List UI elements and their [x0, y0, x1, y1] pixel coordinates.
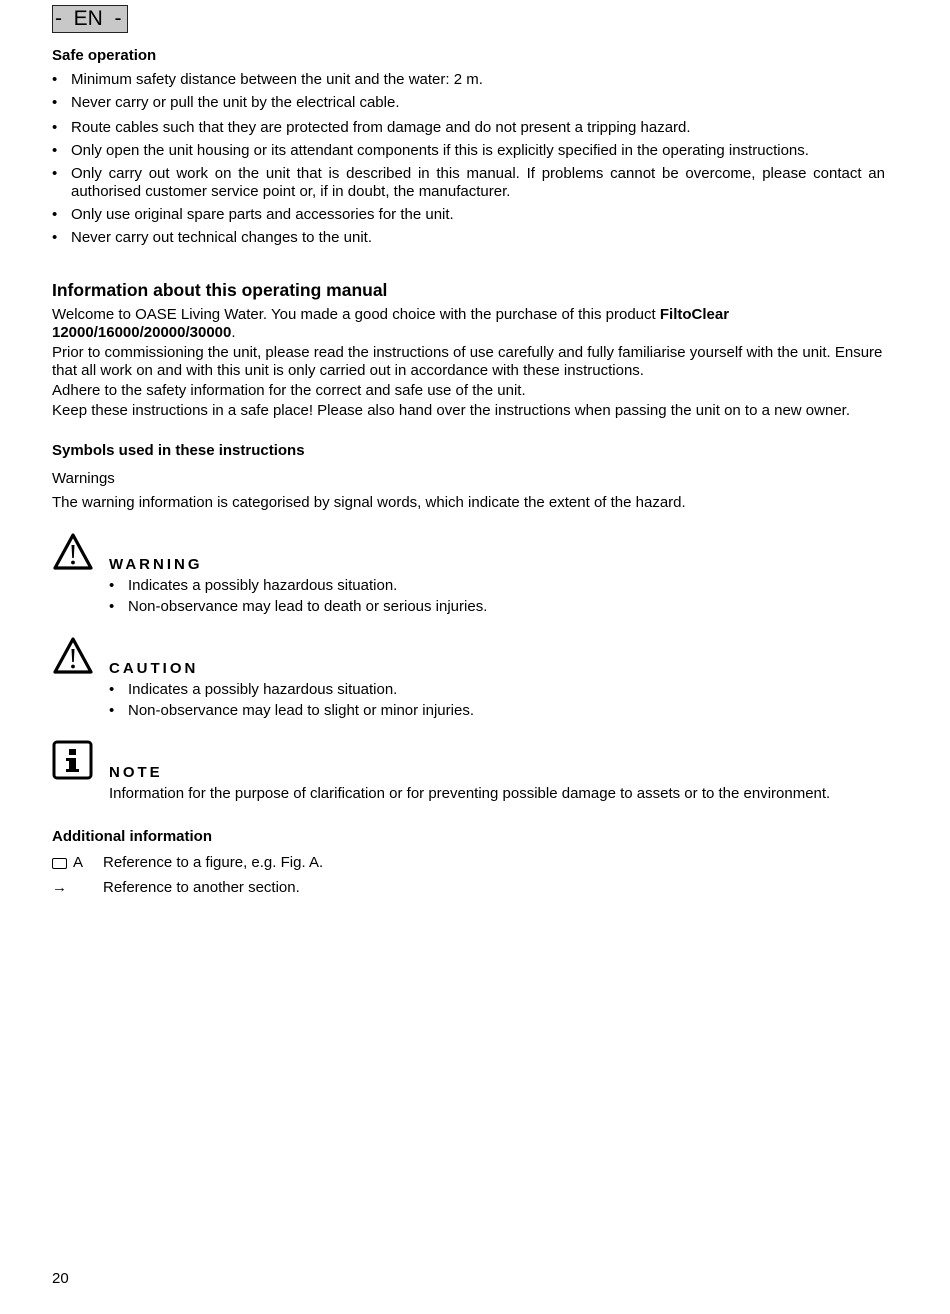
info-manual-heading: Information about this operating manual — [52, 280, 388, 300]
warnings-intro: The warning information is categorised by signal words, which indicate the extent of the hazard. — [52, 494, 686, 511]
product-name: FiltoClear 12000/16000/20000/30000 — [52, 306, 730, 341]
document-page — [52, 5, 885, 904]
warning-signal-word: WARNING — [109, 556, 203, 573]
list-item: • Indicates a possibly hazardous situation. — [109, 681, 885, 699]
figure-reference-symbol — [52, 854, 103, 872]
symbols-heading: Symbols used in these instructions — [52, 442, 305, 459]
safe-operation-heading: Safe operation — [52, 47, 157, 64]
note-text: Information for the purpose of clarification or for preventing possible damage to assets or to the environment. — [109, 785, 831, 802]
adhere-paragraph: Adhere to the safety information for the correct and safe use of the unit. — [52, 382, 526, 399]
list-item: • Indicates a possibly hazardous situation. — [109, 577, 885, 595]
figure-reference-text: Reference to a figure, e.g. Fig. A. — [103, 854, 324, 871]
figure-letter: A — [73, 854, 84, 871]
caution-content — [109, 660, 885, 723]
list-item: • Only carry out work on the unit that is described in this manual. If problems cannot be overcome, please contact an authorised customer service point or, if in doubt, the manufacturer. — [52, 165, 885, 201]
list-item: • Never carry out technical changes to the unit. — [52, 229, 885, 247]
note-content — [109, 764, 885, 803]
welcome-paragraph — [52, 306, 885, 342]
warning-block — [52, 532, 885, 627]
list-item: • Minimum safety distance between the unit and the water: 2 m. — [52, 71, 885, 89]
list-item: • Only use original spare parts and accessories for the unit. — [52, 206, 885, 224]
info-icon — [52, 740, 94, 780]
warning-list — [109, 577, 885, 616]
caution-list — [109, 681, 885, 720]
lang-tab-dash-left: - — [55, 7, 62, 30]
figure-reference-row — [52, 854, 885, 872]
figure-frame-icon — [52, 858, 67, 869]
caution-signal-word: CAUTION — [109, 660, 199, 677]
section-reference-text: Reference to another section. — [103, 879, 300, 896]
section-reference-row — [52, 879, 885, 897]
lang-tab-dash-right: - — [114, 7, 122, 30]
list-item: • Only open the unit housing or its attendant components if this is explicitly specified in the operating instructions. — [52, 142, 885, 160]
lang-code: EN — [73, 7, 103, 30]
keep-paragraph: Keep these instructions in a safe place! Please also hand over the instructions when passing the unit on to a new owner. — [52, 402, 850, 419]
welcome-text: Welcome to OASE Living Water. You made a good choice with the purchase of this product — [52, 306, 660, 323]
list-item: • Non-observance may lead to slight or minor injuries. — [109, 702, 885, 720]
warning-content — [109, 556, 885, 619]
list-item: • Route cables such that they are protected from damage and do not present a tripping hazard. — [52, 119, 885, 137]
page-number: 20 — [52, 1270, 69, 1287]
language-tab — [52, 5, 128, 33]
section-reference-symbol — [52, 879, 103, 897]
warning-triangle-icon — [52, 636, 94, 676]
warnings-heading: Warnings — [52, 470, 115, 487]
safe-operation-list — [52, 71, 885, 247]
list-item: • Non-observance may lead to death or serious injuries. — [109, 598, 885, 616]
caution-block — [52, 636, 885, 731]
additional-info-heading: Additional information — [52, 828, 212, 845]
arrow-right-icon: → — [52, 879, 67, 896]
warning-triangle-icon — [52, 532, 94, 572]
note-block — [52, 740, 885, 808]
welcome-end: . — [231, 324, 236, 341]
commissioning-paragraph: Prior to commissioning the unit, please read the instructions of use carefully and fully familiarise yourself with the unit. Ensure that all work on and with this unit is only carried out in accordance with these instructions. — [52, 344, 883, 379]
note-signal-word: NOTE — [109, 764, 163, 781]
list-item: • Never carry or pull the unit by the electrical cable. — [52, 94, 885, 112]
